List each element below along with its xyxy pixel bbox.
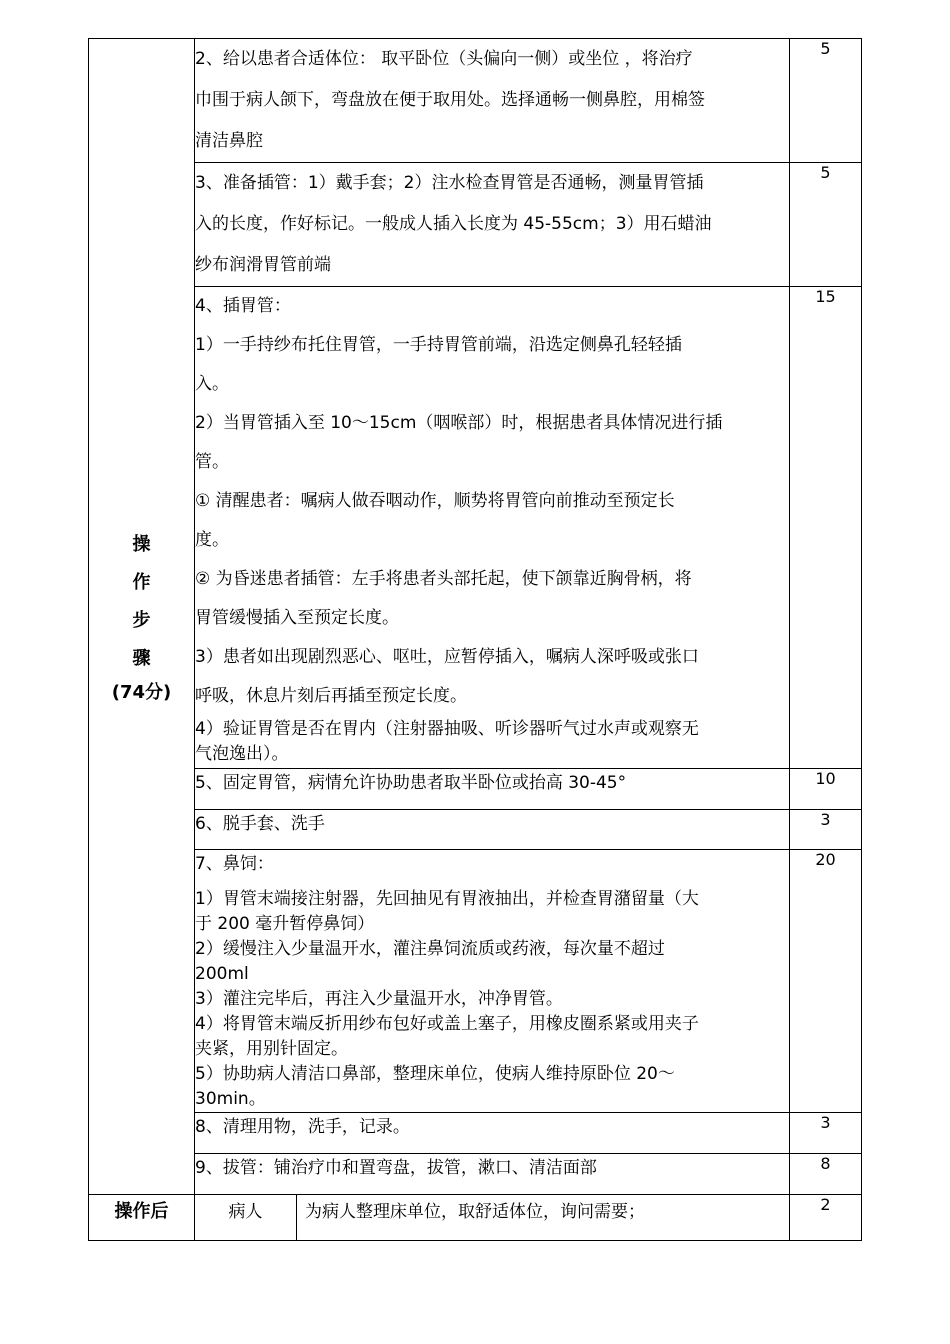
step-row-5 <box>89 769 862 810</box>
procedure-table <box>88 38 862 1241</box>
step-line: 4）将胃管末端反折用纱布包好或盖上塞子，用橡皮圈系紧或用夹子 <box>195 1014 699 1034</box>
step-text <box>195 287 790 769</box>
step-line: 纱布润滑胃管前端 <box>195 255 331 275</box>
step-line: 5、固定胃管，病情允许协助患者取半卧位或抬高 30-45° <box>195 773 627 793</box>
step-line: 夹紧，用别针固定。 <box>195 1039 348 1059</box>
after-section-label: 操作后 <box>89 1195 195 1241</box>
step-line: 9、拔管：铺治疗巾和置弯盘，拔管，漱口、清洁面部 <box>195 1158 597 1178</box>
step-line: ① 清醒患者：嘱病人做吞咽动作，顺势将胃管向前推动至预定长 <box>195 491 675 511</box>
section-char: 骤 <box>132 647 151 669</box>
step-line: 呼吸，休息片刻后再插至预定长度。 <box>195 686 467 706</box>
step-line: 3）患者如出现剧烈恶心、呕吐，应暂停插入，嘱病人深呼吸或张口 <box>195 647 699 667</box>
step-line: 200ml <box>195 964 249 984</box>
section-char: 作 <box>132 571 151 593</box>
step-text <box>195 1154 790 1195</box>
score-cell: 3 <box>790 810 862 850</box>
after-text: 为病人整理床单位，取舒适体位，询问需要； <box>297 1195 790 1241</box>
step-line: 巾围于病人颌下，弯盘放在便于取用处。选择通畅一侧鼻腔，用棉签 <box>195 90 705 110</box>
step-line: 气泡逸出）。 <box>195 744 289 764</box>
step-line: 8、清理用物，洗手，记录。 <box>195 1117 410 1137</box>
step-text <box>195 850 790 1113</box>
step-line: 2、给以患者合适体位： 取平卧位（头偏向一侧）或坐位 ，将治疗 <box>195 49 693 69</box>
step-line: 管。 <box>195 452 229 472</box>
step-line: 3）灌注完毕后，再注入少量温开水，冲净胃管。 <box>195 989 563 1009</box>
after-row <box>89 1195 862 1241</box>
section-points: (74分) <box>111 681 172 703</box>
step-text <box>195 163 790 287</box>
step-line: ② 为昏迷患者插管：左手将患者头部托起，使下颌靠近胸骨柄，将 <box>195 569 692 589</box>
after-subject: 病人 <box>195 1195 297 1241</box>
step-text <box>195 39 790 163</box>
step-row-3 <box>89 163 862 287</box>
step-line: 4、插胃管： <box>195 296 291 316</box>
step-line: 3、准备插管：1）戴手套；2）注水检查胃管是否通畅，测量胃管插 <box>195 173 704 193</box>
score-cell: 8 <box>790 1154 862 1195</box>
step-line: 2）缓慢注入少量温开水，灌注鼻饲流质或药液，每次量不超过 <box>195 939 665 959</box>
step-text <box>195 810 790 850</box>
score-cell: 20 <box>790 850 862 1113</box>
step-row-4 <box>89 287 862 769</box>
step-line: 入的长度，作好标记。一般成人插入长度为 45-55cm；3）用石蜡油 <box>195 214 712 234</box>
step-text <box>195 1113 790 1154</box>
step-line: 1）胃管末端接注射器，先回抽见有胃液抽出，并检查胃潴留量（大 <box>195 889 699 909</box>
section-char: 步 <box>132 609 151 631</box>
section-char: 操 <box>132 533 151 555</box>
step-title: 7、鼻饲： <box>195 854 274 874</box>
step-line: 30min。 <box>195 1089 266 1109</box>
step-line: 胃管缓慢插入至预定长度。 <box>195 608 399 628</box>
step-line: 1）一手持纱布托住胃管，一手持胃管前端，沿选定侧鼻孔轻轻插 <box>195 335 682 355</box>
step-line: 清洁鼻腔 <box>195 131 263 151</box>
step-line: 2）当胃管插入至 10～15cm（咽喉部）时，根据患者具体情况进行插 <box>195 413 723 433</box>
score-cell: 3 <box>790 1113 862 1154</box>
step-line: 度。 <box>195 530 229 550</box>
step-row-2 <box>89 39 862 163</box>
step-row-6 <box>89 810 862 850</box>
step-line: 4）验证胃管是否在胃内（注射器抽吸、听诊器听气过水声或观察无 <box>195 719 699 739</box>
score-cell: 10 <box>790 769 862 810</box>
score-cell: 15 <box>790 287 862 769</box>
step-row-8 <box>89 1113 862 1154</box>
step-row-7 <box>89 850 862 1113</box>
step-line: 入。 <box>195 374 229 394</box>
step-text <box>195 769 790 810</box>
step-line: 6、脱手套、洗手 <box>195 814 325 834</box>
score-cell: 5 <box>790 163 862 287</box>
section-label <box>89 39 195 1195</box>
step-line: 5）协助病人清洁口鼻部，整理床单位，使病人维持原卧位 20～ <box>195 1064 675 1084</box>
step-row-9 <box>89 1154 862 1195</box>
score-cell: 5 <box>790 39 862 163</box>
score-cell: 2 <box>790 1195 862 1241</box>
step-line: 于 200 毫升暂停鼻饲） <box>195 914 375 934</box>
